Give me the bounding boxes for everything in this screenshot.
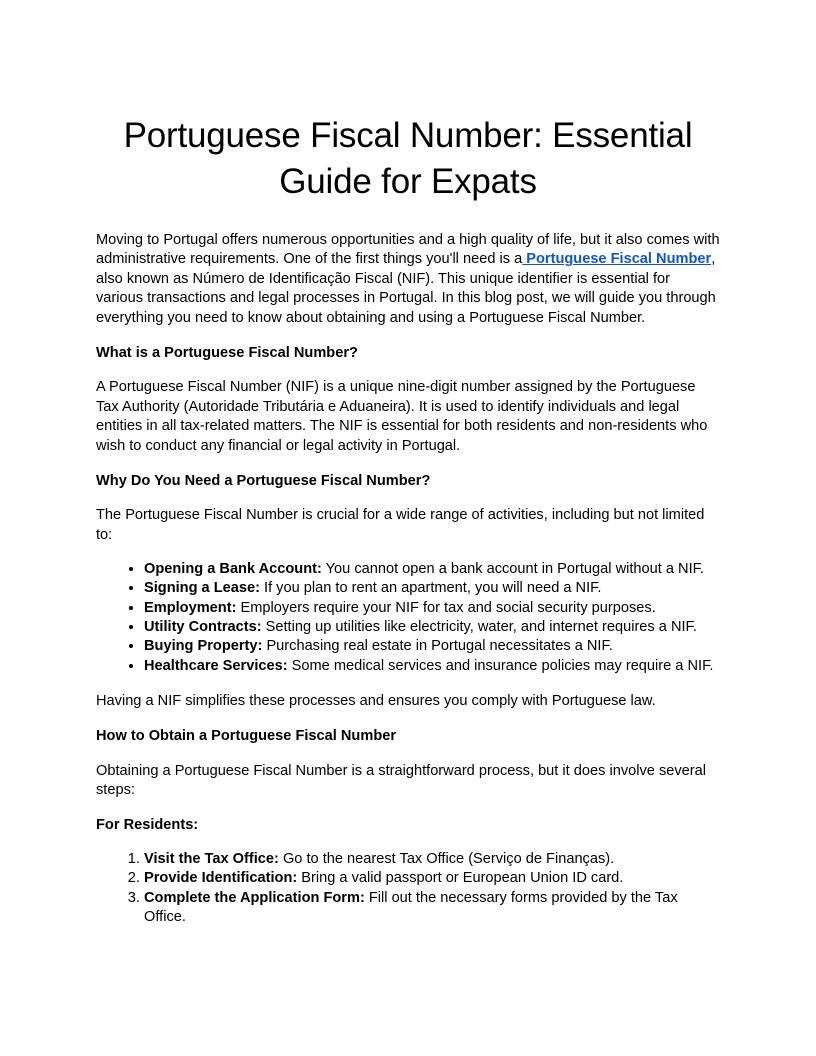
step-label: Visit the Tax Office: [144,850,279,867]
step-text: Bring a valid passport or European Union ID card. [297,870,624,887]
section-how-intro: Obtaining a Portuguese Fiscal Number is a straightforward process, but it does involve several steps: [96,762,706,798]
needs-bullet-list [96,560,720,676]
step-label: Complete the Application Form: [144,889,365,906]
list-item-text: Setting up utilities like electricity, water, and internet requires a NIF. [261,619,697,635]
list-item [144,599,720,618]
residents-heading: For Residents: [96,816,199,833]
residents-steps-list [96,850,720,928]
list-item-label: Buying Property: [144,638,263,655]
portuguese-fiscal-number-link[interactable]: Portuguese Fiscal Number [522,251,712,268]
step-text: Fill out the necessary forms provided by the Tax Office. [144,889,678,925]
list-item-label: Opening a Bank Account: [144,560,322,577]
section-heading-how: How to Obtain a Portuguese Fiscal Number [96,727,397,744]
list-item [144,618,720,637]
step-item [144,889,720,928]
intro-paragraph [96,231,720,328]
list-item [144,657,720,676]
list-item-text: Some medical services and insurance policies may require a NIF. [287,657,714,674]
list-item-label: Utility Contracts: [144,619,262,635]
step-item [144,869,720,888]
list-item [144,637,720,656]
list-item-label: Signing a Lease: [144,580,260,597]
step-item [144,850,720,869]
section-heading-why: Why Do You Need a Portuguese Fiscal Number? [96,472,431,489]
title-line-2: Guide for Expats [279,162,537,201]
intro-text-after: , also known as Número de Identificação Fiscal (NIF). This unique identifier is essential for various transactions and legal processes in Portugal. In this blog post, we will guide you through everything you need to know about obtaining and using a Portuguese Fiscal Number. [96,251,716,326]
list-item [144,579,720,598]
list-item-text: If you plan to rent an apartment, you will need a NIF. [259,580,602,597]
page-title [96,0,720,205]
list-item-label: Healthcare Services: [144,657,288,674]
title-line-1: Portuguese Fiscal Number: Essential [123,116,693,155]
section-what-body: A Portuguese Fiscal Number (NIF) is a unique nine-digit number assigned by the Portuguese Tax Authority (Autoridade Tributária e Aduaneira). It is used to identify individuals and legal entities in all tax-related matters. The NIF is essential for both residents and non-residents who wish to conduct any financial or legal activity in Portugal. [96,379,708,454]
step-label: Provide Identification: [144,870,298,887]
section-heading-what: What is a Portuguese Fiscal Number? [96,344,358,361]
list-item-text: Employers require your NIF for tax and social security purposes. [236,599,656,616]
list-item [144,560,720,579]
step-text: Go to the nearest Tax Office (Serviço de Finanças). [278,850,615,867]
intro-text-before: Moving to Portugal offers numerous opportunities and a high quality of life, but it also comes with administrative requirements. One of the first things you'll need is a [96,232,720,268]
section-why-conclusion: Having a NIF simplifies these processes and ensures you comply with Portuguese law. [96,692,656,709]
list-item-label: Employment: [144,599,237,616]
section-why-intro: The Portuguese Fiscal Number is crucial for a wide range of activities, including but not limited to: [96,507,705,543]
list-item-text: You cannot open a bank account in Portugal without a NIF. [321,560,704,577]
list-item-text: Purchasing real estate in Portugal necessitates a NIF. [262,638,613,655]
